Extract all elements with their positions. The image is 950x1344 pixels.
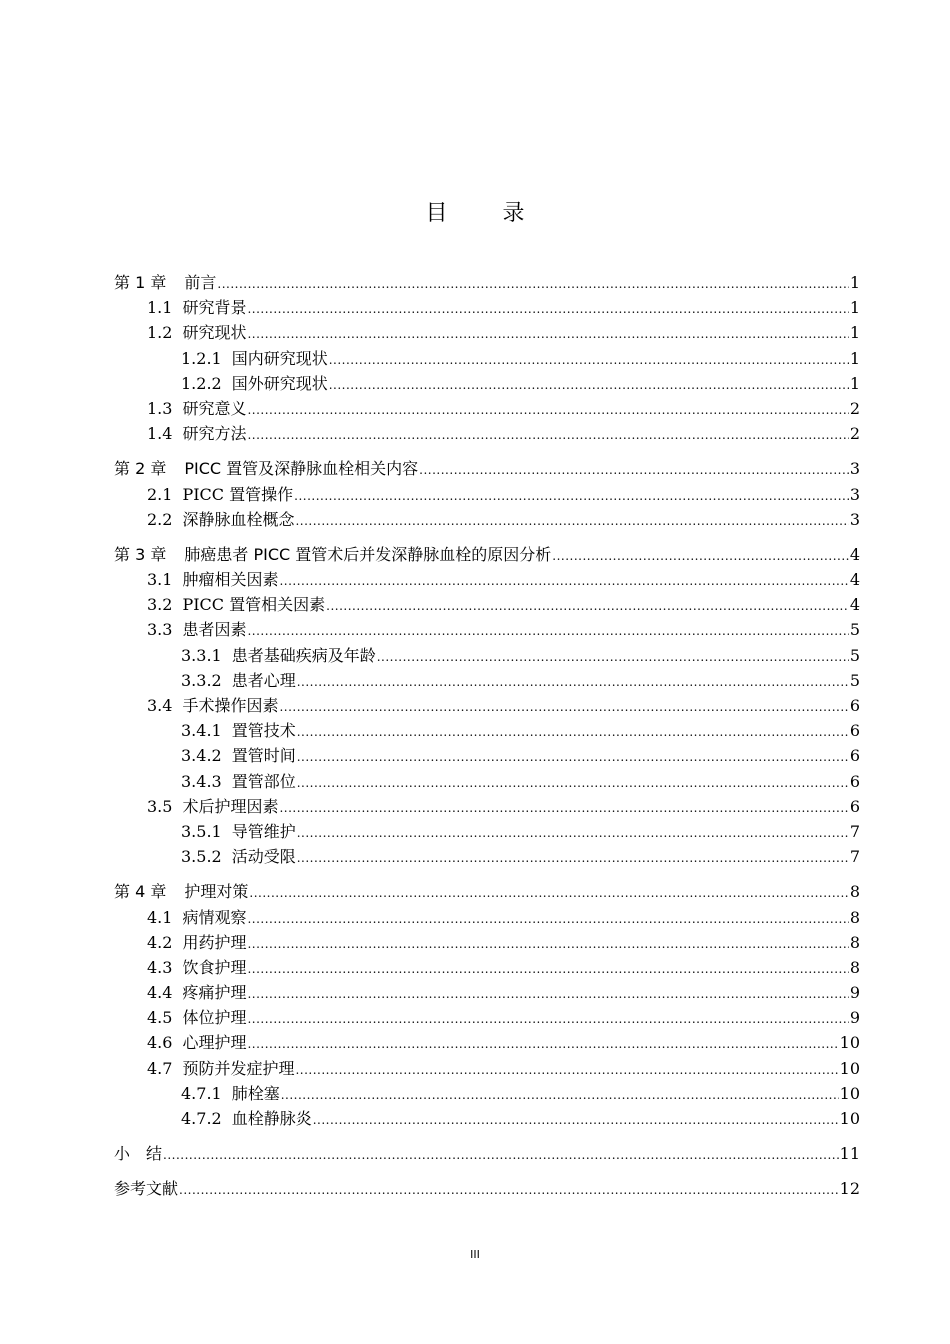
toc-page-number: 10: [839, 1109, 860, 1128]
toc-entry-label: [147, 794, 278, 819]
toc-entry-label: [147, 1030, 246, 1055]
toc-entry-label: [147, 567, 278, 592]
toc-page-number: 1: [849, 348, 860, 368]
toc-chapter-entry[interactable]: [114, 270, 860, 295]
toc-entry-number: 1.2.1: [181, 348, 222, 368]
toc-entry-number: 4.4: [147, 983, 173, 1003]
toc-entry-label: [147, 592, 325, 617]
table-of-contents: [114, 270, 860, 1202]
toc-entry[interactable]: [114, 693, 860, 718]
toc-entry-title: 患者心理: [231, 670, 296, 690]
toc-entry-number: 4.5: [147, 1008, 173, 1028]
toc-entry-label: [147, 693, 278, 718]
toc-entry-title: 护理对策: [184, 882, 249, 902]
toc-page-number: 2: [849, 398, 860, 418]
toc-entry[interactable]: [114, 617, 860, 642]
toc-entry[interactable]: [114, 794, 860, 819]
toc-dot-leader: [329, 348, 849, 373]
toc-entry-label: [181, 668, 296, 693]
toc-page-number: 10: [839, 1058, 860, 1078]
toc-entry[interactable]: [114, 819, 860, 844]
toc-entry-title: 心理护理: [182, 1033, 247, 1053]
toc-entry-title: PICC 置管及深静脉血栓相关内容: [184, 459, 419, 479]
toc-page-number: 6: [849, 746, 860, 766]
toc-entry[interactable]: [114, 320, 860, 345]
toc-entry[interactable]: [114, 396, 860, 421]
toc-chapter-entry[interactable]: [114, 879, 860, 904]
toc-entry-label: [181, 346, 328, 371]
toc-entry-number: 3.4.1: [181, 721, 222, 741]
toc-entry-label: [147, 320, 246, 345]
toc-entry-number: 4.1: [147, 907, 173, 927]
toc-dot-leader: [179, 1178, 839, 1203]
toc-page-number: 5: [849, 620, 860, 640]
toc-entry-number: 1.2.2: [181, 373, 222, 393]
toc-entry[interactable]: [114, 769, 860, 794]
toc-page-number: 3: [849, 509, 860, 529]
toc-entry-title: PICC 置管操作: [182, 484, 294, 504]
toc-entry-title: 研究方法: [182, 424, 247, 444]
toc-entry-title: 置管技术: [231, 721, 296, 741]
toc-entry-title: PICC 置管相关因素: [182, 595, 326, 615]
toc-entry-label: [147, 905, 246, 930]
toc-entry-label: [181, 844, 296, 869]
toc-page-number: 6: [849, 771, 860, 791]
toc-entry-number: 2.2: [147, 509, 173, 529]
toc-dot-leader: [247, 398, 848, 423]
toc-page-number: 3: [849, 484, 860, 504]
toc-page-number: 8: [849, 932, 860, 952]
toc-entry-label: [147, 930, 246, 955]
toc-dot-leader: [247, 932, 848, 957]
toc-page-number: 11: [839, 1144, 860, 1164]
toc-entry-number: 3.4.3: [181, 771, 222, 791]
toc-dot-leader: [217, 272, 848, 297]
toc-page-number: 12: [839, 1179, 860, 1199]
toc-dot-leader: [297, 745, 849, 770]
toc-entry-title: 疼痛护理: [182, 983, 247, 1003]
toc-entry-title: 体位护理: [182, 1008, 247, 1028]
toc-entry[interactable]: [114, 1081, 860, 1106]
toc-entry-title: 国外研究现状: [231, 373, 328, 393]
toc-dot-leader: [297, 720, 849, 745]
toc-entry-label: [114, 1176, 178, 1201]
toc-page-number: 3: [849, 459, 860, 479]
toc-entry-title: 参考文献: [114, 1179, 179, 1199]
toc-entry-number: 4.7: [147, 1058, 173, 1078]
toc-entry-label: [114, 270, 216, 295]
toc-page-number: 8: [849, 882, 860, 902]
toc-entry-title: 国内研究现状: [231, 348, 328, 368]
toc-entry-label: [114, 1141, 162, 1166]
toc-page-number: 6: [849, 721, 860, 741]
toc-dot-leader: [247, 322, 848, 347]
toc-dot-leader: [329, 373, 849, 398]
toc-chapter-entry[interactable]: [114, 1141, 860, 1166]
toc-entry-label: [147, 617, 246, 642]
toc-entry-title: 前言: [184, 273, 217, 292]
toc-entry[interactable]: [114, 668, 860, 693]
toc-entry-number: 3.5: [147, 796, 173, 816]
toc-dot-leader: [419, 458, 849, 483]
toc-page-number: 8: [849, 907, 860, 927]
toc-entry-title: 用药护理: [182, 932, 247, 952]
toc-dot-leader: [297, 771, 849, 796]
toc-dot-leader: [297, 846, 849, 871]
toc-entry-label: [147, 507, 294, 532]
toc-entry[interactable]: [114, 718, 860, 743]
toc-entry[interactable]: [114, 844, 860, 869]
toc-entry-number: 3.1: [147, 570, 173, 590]
toc-entry[interactable]: [114, 507, 860, 532]
toc-entry-number: 第 2 章: [114, 459, 167, 479]
toc-page-number: 1: [849, 273, 860, 292]
toc-page-number: 10: [839, 1083, 860, 1103]
toc-entry-number: 第 3 章: [114, 544, 167, 564]
toc-entry-number: 3.3: [147, 620, 173, 640]
toc-entry-label: [181, 819, 296, 844]
toc-dot-leader: [326, 594, 849, 619]
toc-page-number: 1: [849, 373, 860, 393]
toc-chapter-entry[interactable]: [114, 542, 860, 567]
toc-entry-number: 1.4: [147, 424, 173, 444]
toc-entry-title: 肿瘤相关因素: [182, 570, 279, 590]
toc-entry-title: 研究背景: [182, 298, 247, 318]
toc-entry-title: 深静脉血栓概念: [182, 509, 295, 529]
toc-entry-label: [181, 743, 296, 768]
toc-entry-number: 3.5.1: [181, 821, 222, 841]
toc-entry-number: 3.3.2: [181, 670, 222, 690]
toc-entry-title: 患者因素: [182, 620, 247, 640]
toc-entry-title: 术后护理因素: [182, 796, 279, 816]
toc-entry[interactable]: [114, 592, 860, 617]
toc-page-number: 4: [849, 544, 860, 564]
toc-entry-number: 4.2: [147, 932, 173, 952]
toc-entry-number: 4.7.1: [181, 1083, 222, 1103]
toc-entry[interactable]: [114, 1030, 860, 1055]
toc-entry[interactable]: [114, 980, 860, 1005]
page-number: III: [470, 1248, 480, 1261]
toc-dot-leader: [247, 1007, 848, 1032]
toc-dot-leader: [249, 881, 848, 906]
toc-chapter-entry[interactable]: [114, 1176, 860, 1201]
toc-entry-label: [147, 421, 246, 446]
toc-page-number: 4: [849, 570, 860, 590]
toc-dot-leader: [247, 1032, 838, 1057]
toc-entry-label: [114, 542, 551, 567]
toc-dot-leader: [294, 484, 849, 509]
toc-entry-label: [181, 371, 328, 396]
toc-chapter-entry[interactable]: [114, 456, 860, 481]
toc-entry-title: 研究意义: [182, 398, 247, 418]
toc-entry-title: 手术操作因素: [182, 696, 279, 715]
toc-page-number: 6: [849, 796, 860, 816]
toc-entry-number: 3.3.1: [181, 645, 222, 665]
toc-entry-number: 1.3: [147, 398, 173, 418]
toc-entry[interactable]: [114, 567, 860, 592]
toc-entry-title: 血栓静脉炎: [231, 1109, 312, 1128]
toc-entry-number: 3.4: [147, 696, 173, 715]
toc-entry-number: 第 1 章: [114, 273, 167, 292]
toc-entry-title: 肺癌患者 PICC 置管术后并发深静脉血栓的原因分析: [184, 544, 552, 564]
toc-page-number: 8: [849, 957, 860, 977]
toc-dot-leader: [297, 821, 849, 846]
toc-page-number: 5: [849, 645, 860, 665]
toc-dot-leader: [377, 645, 849, 670]
toc-entry-label: [181, 643, 376, 668]
toc-page-number: 4: [849, 595, 860, 615]
toc-entry[interactable]: [114, 1005, 860, 1030]
toc-entry-label: [147, 1005, 246, 1030]
toc-page-number: 1: [849, 298, 860, 318]
toc-entry-label: [114, 879, 248, 904]
toc-entry-label: [181, 1081, 280, 1106]
toc-dot-leader: [313, 1108, 839, 1133]
toc-dot-leader: [295, 1058, 838, 1083]
toc-entry-label: [114, 456, 418, 481]
toc-page-number: 6: [849, 696, 860, 715]
toc-dot-leader: [279, 695, 848, 720]
toc-entry-title: 肺栓塞: [231, 1083, 280, 1103]
toc-entry-title: 置管部位: [231, 771, 296, 791]
toc-page-number: 5: [849, 670, 860, 690]
toc-entry-title: 置管时间: [231, 746, 296, 766]
toc-entry[interactable]: [114, 295, 860, 320]
toc-entry[interactable]: [114, 371, 860, 396]
toc-dot-leader: [247, 619, 848, 644]
toc-entry-number: 1.2: [147, 323, 173, 343]
toc-entry-title: 患者基础疾病及年龄: [231, 645, 376, 665]
toc-entry[interactable]: [114, 643, 860, 668]
toc-entry[interactable]: [114, 1106, 860, 1131]
toc-dot-leader: [247, 907, 848, 932]
toc-entry-number: 1.1: [147, 298, 173, 318]
toc-page-number: 9: [849, 983, 860, 1003]
toc-entry[interactable]: [114, 905, 860, 930]
toc-page-number: 7: [849, 821, 860, 841]
toc-dot-leader: [163, 1143, 839, 1168]
toc-entry-number: 2.1: [147, 484, 173, 504]
toc-entry[interactable]: [114, 346, 860, 371]
toc-entry[interactable]: [114, 482, 860, 507]
toc-entry-number: 3.2: [147, 595, 173, 615]
toc-dot-leader: [281, 1083, 839, 1108]
toc-entry-title: 预防并发症护理: [182, 1058, 295, 1078]
toc-entry[interactable]: [114, 1056, 860, 1081]
toc-entry-number: 4.7.2: [181, 1109, 222, 1128]
toc-entry-title: 饮食护理: [182, 957, 247, 977]
toc-entry-label: [147, 295, 246, 320]
toc-entry-label: [147, 980, 246, 1005]
toc-entry-title: 小 结: [114, 1144, 163, 1164]
toc-entry[interactable]: [114, 955, 860, 980]
toc-entry-number: 4.3: [147, 957, 173, 977]
toc-entry[interactable]: [114, 930, 860, 955]
page-title: 目 录: [425, 201, 549, 226]
toc-entry[interactable]: [114, 743, 860, 768]
toc-entry-label: [181, 769, 296, 794]
toc-dot-leader: [279, 796, 848, 821]
toc-entry-title: 活动受限: [231, 847, 296, 867]
toc-entry[interactable]: [114, 421, 860, 446]
toc-entry-label: [147, 1056, 294, 1081]
toc-dot-leader: [279, 569, 848, 594]
toc-dot-leader: [247, 297, 848, 322]
toc-dot-leader: [247, 982, 848, 1007]
toc-page-number: 1: [849, 323, 860, 343]
toc-entry-label: [147, 482, 293, 507]
toc-page-number: 10: [839, 1033, 860, 1053]
toc-entry-number: 3.5.2: [181, 847, 222, 867]
toc-entry-number: 3.4.2: [181, 746, 222, 766]
toc-entry-label: [147, 955, 246, 980]
toc-page-number: 2: [849, 424, 860, 444]
toc-entry-title: 导管维护: [231, 821, 296, 841]
toc-dot-leader: [247, 423, 848, 448]
toc-page-number: 7: [849, 847, 860, 867]
toc-dot-leader: [247, 957, 848, 982]
toc-dot-leader: [552, 544, 849, 569]
toc-dot-leader: [295, 509, 848, 534]
toc-entry-label: [147, 396, 246, 421]
toc-entry-label: [181, 1106, 312, 1131]
toc-entry-label: [181, 718, 296, 743]
toc-entry-number: 第 4 章: [114, 882, 167, 902]
toc-entry-title: 病情观察: [182, 907, 247, 927]
toc-entry-number: 4.6: [147, 1033, 173, 1053]
toc-page-number: 9: [849, 1008, 860, 1028]
toc-entry-title: 研究现状: [182, 323, 247, 343]
toc-dot-leader: [297, 670, 849, 695]
